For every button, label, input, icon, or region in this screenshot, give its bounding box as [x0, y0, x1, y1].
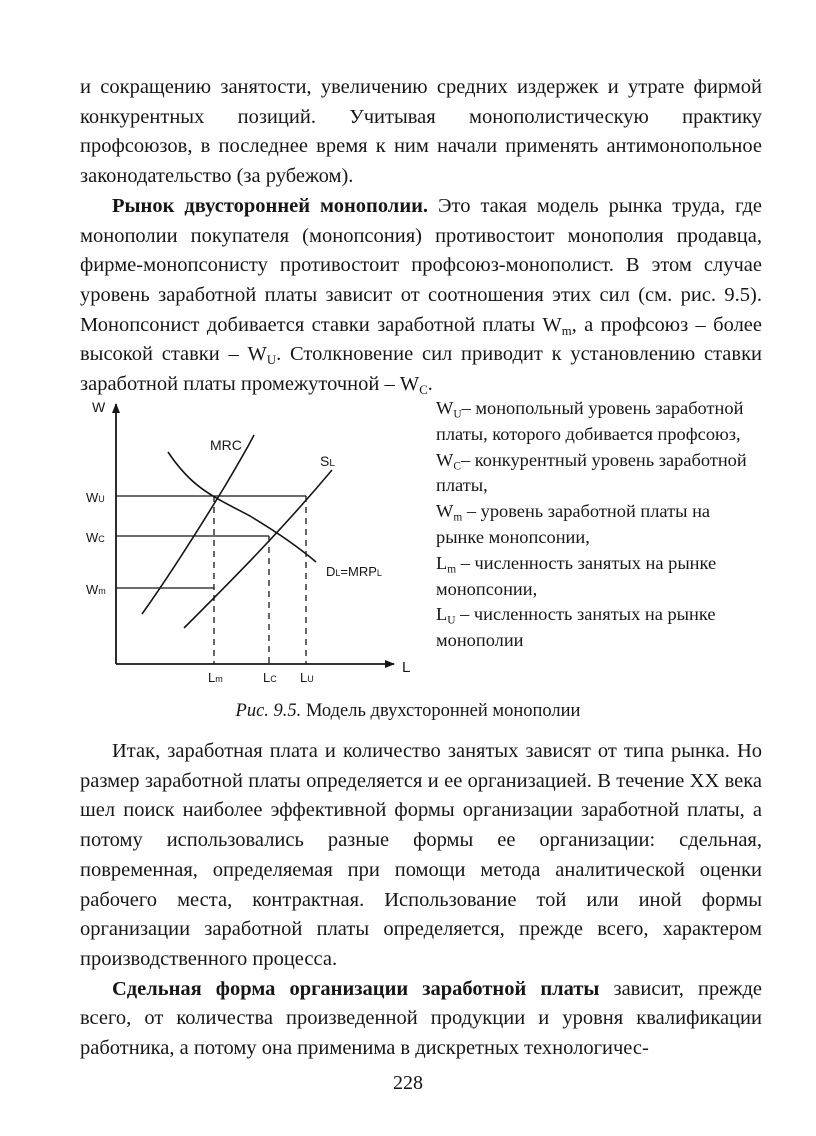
demand-label: DL=MRPL: [326, 564, 382, 579]
figure-legend: [436, 396, 762, 654]
y-tick-wu: WU: [86, 490, 105, 505]
x-tick-lu: LU: [300, 670, 314, 685]
x-tick-lm: Lm: [208, 670, 223, 685]
bottom-text: [80, 737, 762, 1064]
y-tick-wc: WC: [86, 530, 105, 545]
supply-label: SL: [320, 453, 335, 469]
legend-item-wc: $W_C-$ конкурентный уровень заработной платы,: [436, 449, 747, 496]
paragraph-4: Сдельная форма организации заработной платы зависит, прежде всего, от количества произведенной продукции и уровня квалификации работника, а потому она применима в дискретных технологичес-: [80, 977, 762, 1060]
paragraph-1: и сокращению занятости, увеличению средних издержек и утрате фирмой конкурентных позиций. Учитывая монополистическую практику профсоюзов, в последнее время к ним начали применять антимонопольное законодательство (за рубежом).: [80, 76, 762, 188]
x-axis-label: L: [402, 659, 411, 676]
paragraph-2-title: Рынок двусторонней монополии.: [112, 194, 429, 217]
figure-caption: [0, 700, 816, 722]
y-axis-label: W: [92, 399, 106, 415]
legend-item-lu: $L_U$ – численность занятых на рынке монополии: [436, 604, 716, 651]
demand-curve: [168, 452, 316, 562]
supply-curve: [184, 470, 332, 628]
y-tick-wm: Wm: [86, 582, 106, 597]
paragraph-2: Рынок двусторонней монополии. Это такая модель рынка труда, где монополии покупателя (монопсония) противостоит монополия продавца, фирме-монопсонисту противостоит профсоюз-монополист. В этом случае уровень заработной платы зависит от соотношения этих сил (см. рис. 9.5). Монопсонист добивается ставки заработной платы $W_m$, а профсоюз – более высокой ставки – $W_U$. Столкновение сил приводит к установлению ставки заработной платы промежуточной – $W_C$.: [80, 194, 762, 397]
top-text: [80, 73, 762, 400]
x-tick-lc: LC: [263, 670, 277, 685]
legend-item-lm: $L_m$ – численность занятых на рынке монопсонии,: [436, 552, 717, 599]
page-number: 228: [393, 1072, 423, 1094]
bilateral-monopoly-diagram: [80, 392, 420, 692]
mrc-curve: [142, 435, 254, 614]
paragraph-4-title: Сдельная форма организации заработной платы: [112, 977, 600, 1000]
paragraph-3: Итак, заработная плата и количество занятых зависят от типа рынка. Но размер заработной платы определяется и ее организацией. В течение XX века шел поиск наиболее эффективной формы организации заработной платы, а потому использовались разные формы ее организации: сдельная, повременная, определяемая при помощи метода аналитической оценки рабочего места, контрактная. Использование той или иной формы организации заработной платы определяется, прежде всего, характером производственного процесса.: [80, 740, 762, 970]
caption-text: Модель двухсторонней монополии: [301, 701, 581, 721]
legend-item-wm: $W_m$ – уровень заработной платы на рынке монопсонии,: [436, 501, 711, 547]
mrc-label: MRC: [210, 437, 242, 453]
caption-label: Рис. 9.5.: [235, 701, 302, 721]
legend-item-wu: $W_U-$ монопольный уровень заработной платы, которого добивается профсоюз,: [436, 398, 744, 444]
